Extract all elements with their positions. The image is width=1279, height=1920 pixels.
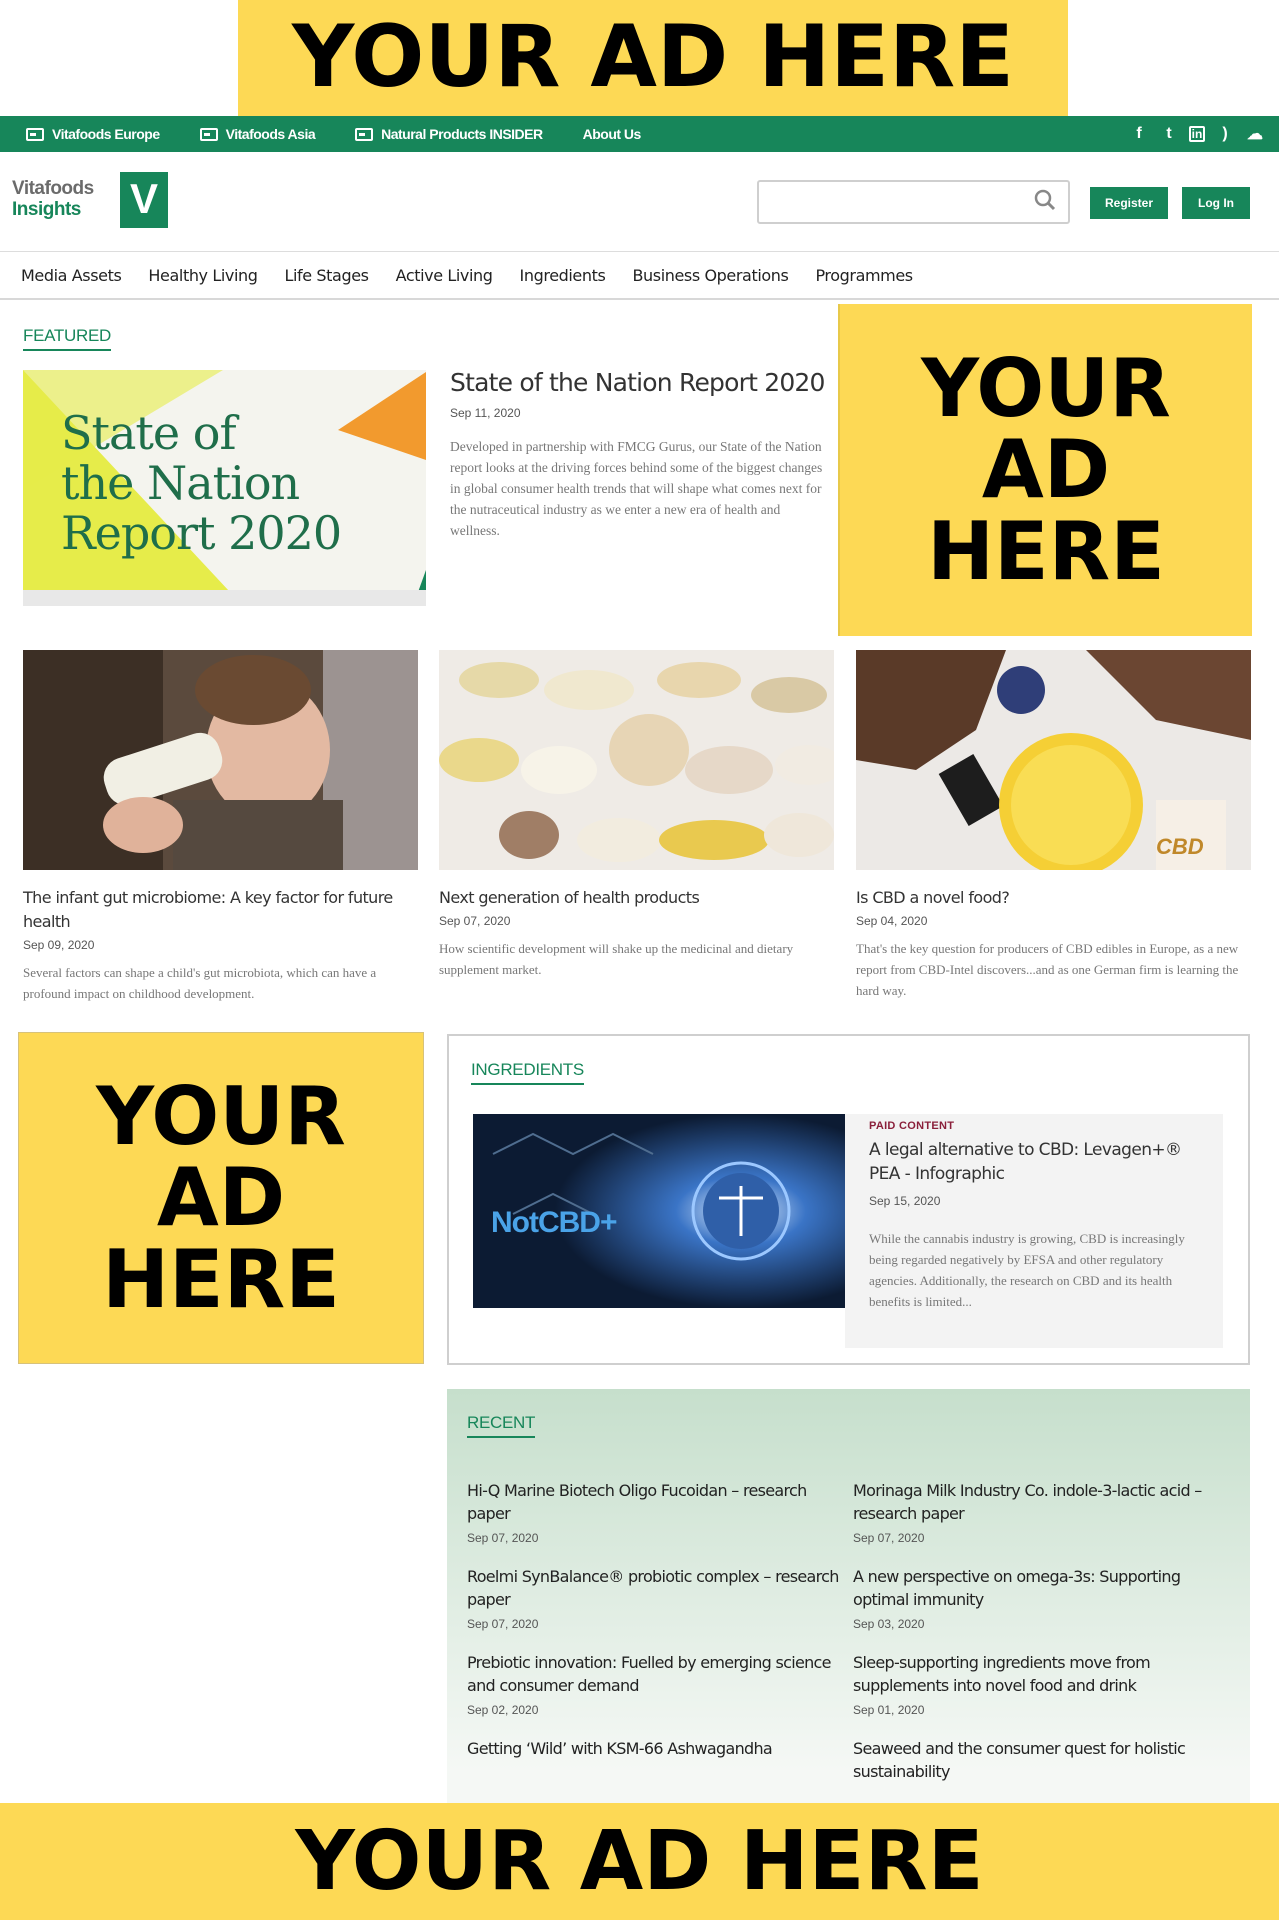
topbar-link-label: Natural Products INSIDER (381, 126, 543, 142)
recent-section-label: RECENT (467, 1413, 535, 1438)
main-nav (0, 252, 1279, 300)
recent-item-title[interactable]: Hi-Q Marine Biotech Oligo Fucoidan – research paper (467, 1481, 807, 1523)
featured-description: Developed in partnership with FMCG Gurus, our State of the Nation report looks at the driving forces behind some of the biggest changes in global consumer health trends that will shape what comes next for the nutraceutical industry as we enter a new era of health and wellness. (450, 439, 823, 538)
ad-text: YOUR AD HERE (292, 7, 1014, 108)
nav-item-active-living[interactable]: Active Living (395, 265, 493, 285)
recent-item-title[interactable]: Sleep-supporting ingredients move from supplements into novel food and drink (853, 1653, 1150, 1695)
nav-item-ingredients[interactable]: Ingredients (519, 265, 606, 285)
recent-item-date: Sep 07, 2020 (467, 1531, 539, 1545)
topbar-link-label: About Us (582, 126, 641, 142)
article-card[interactable] (439, 650, 834, 980)
article-description: How scientific development will shake up the medicinal and dietary supplement market. (439, 941, 794, 977)
nav-item-healthy-living[interactable]: Healthy Living (148, 265, 258, 285)
top-bar (0, 116, 1279, 152)
recent-item-title[interactable]: Seaweed and the consumer quest for holistic sustainability (853, 1739, 1186, 1781)
search-box (757, 180, 1070, 224)
nav-item-life-stages[interactable]: Life Stages (284, 265, 369, 285)
recent-item[interactable] (467, 1651, 847, 1717)
notcbd-logo-text: NotCBD+ (491, 1206, 617, 1239)
cbd-product-label: CBD (1156, 834, 1204, 859)
register-button[interactable]: Register (1090, 187, 1168, 219)
rss-icon[interactable]: ) (1222, 125, 1228, 142)
article-date: Sep 04, 2020 (856, 914, 928, 928)
article-description: Several factors can shape a child's gut microbiota, which can have a profound impact on childhood development. (23, 965, 377, 1001)
recent-item-date: Sep 02, 2020 (467, 1703, 539, 1717)
bottom-ad-banner[interactable] (0, 1803, 1279, 1920)
featured-title[interactable]: State of the Nation Report 2020 (450, 368, 825, 397)
recent-item[interactable] (853, 1737, 1233, 1789)
facebook-icon[interactable]: f (1136, 125, 1142, 142)
article-card[interactable] (23, 650, 418, 1004)
recent-item-date: Sep 03, 2020 (853, 1617, 925, 1631)
ingredients-section (447, 1034, 1250, 1365)
ad-text: YOUR AD HERE (921, 341, 1171, 598)
nav-item-programmes[interactable]: Programmes (815, 265, 913, 285)
nav-item-media-assets[interactable]: Media Assets (21, 265, 122, 285)
logo-wordmark: Vitafoods Insights (12, 178, 94, 220)
recent-item[interactable] (853, 1479, 1233, 1545)
recent-item[interactable] (853, 1651, 1233, 1717)
topbar-link-vitafoods-europe[interactable] (26, 126, 160, 142)
featured-image-text: State of the Nation Report 2020 (61, 406, 342, 560)
nav-item-business-operations[interactable]: Business Operations (632, 265, 789, 285)
recent-item-title[interactable]: Getting ‘Wild’ with KSM-66 Ashwagandha (467, 1739, 773, 1758)
left-ad-banner[interactable] (18, 1032, 424, 1364)
login-button[interactable]: Log In (1182, 187, 1250, 219)
recent-item[interactable] (853, 1565, 1233, 1631)
ad-text: YOUR AD HERE (96, 1069, 346, 1326)
ingredients-article-image[interactable] (473, 1114, 845, 1308)
featured-date: Sep 11, 2020 (450, 406, 521, 420)
article-title[interactable]: The infant gut microbiome: A key factor for future health (23, 888, 393, 931)
topbar-link-about-us[interactable] (583, 126, 641, 142)
logo-mark: V (120, 172, 168, 228)
ingredients-article-date: Sep 15, 2020 (869, 1194, 941, 1208)
topbar-link-vitafoods-asia[interactable] (200, 126, 315, 142)
recent-section (447, 1389, 1250, 1803)
recent-item[interactable] (467, 1565, 847, 1631)
site-icon (200, 128, 218, 141)
top-ad-banner[interactable] (238, 0, 1068, 116)
article-date: Sep 07, 2020 (439, 914, 511, 928)
recent-item-title[interactable]: Morinaga Milk Industry Co. indole-3-lactic acid – research paper (853, 1481, 1202, 1523)
recent-item[interactable] (467, 1737, 847, 1789)
recent-item-title[interactable]: Prebiotic innovation: Fuelled by emerging science and consumer demand (467, 1653, 831, 1695)
topbar-link-label: Vitafoods Asia (225, 126, 316, 142)
ingredients-article-body (845, 1114, 1223, 1348)
featured-section-label: FEATURED (23, 326, 111, 351)
linkedin-icon[interactable]: in (1189, 126, 1205, 142)
ingredients-article-title[interactable]: A legal alternative to CBD: Levagen+® PEA - Infographic (869, 1140, 1182, 1184)
topbar-link-label: Vitafoods Europe (52, 126, 160, 142)
site-icon (355, 128, 373, 141)
article-date: Sep 09, 2020 (23, 938, 95, 952)
site-icon (26, 128, 44, 141)
cloud-icon[interactable]: ☁ (1247, 126, 1263, 143)
recent-item[interactable] (467, 1479, 847, 1545)
featured-image[interactable] (23, 370, 426, 606)
recent-item-title[interactable]: Roelmi SynBalance® probiotic complex – research paper (467, 1567, 839, 1609)
twitter-icon[interactable]: t (1166, 125, 1172, 142)
site-logo[interactable] (12, 172, 172, 232)
recent-item-date: Sep 07, 2020 (853, 1531, 925, 1545)
article-card[interactable] (856, 650, 1251, 1001)
paid-content-badge: PAID CONTENT (869, 1120, 955, 1132)
search-icon[interactable] (1034, 189, 1056, 211)
search-input[interactable] (767, 182, 1027, 220)
social-links (1129, 116, 1265, 152)
right-ad-banner[interactable] (838, 304, 1252, 636)
ingredients-section-label: INGREDIENTS (471, 1060, 584, 1085)
site-header (0, 152, 1279, 252)
ingredients-article-description: While the cannabis industry is growing, CBD is increasingly being regarded negatively by EFSA and other regulatory agencies. Additionally, the research on CBD and its health benefits is limited... (869, 1231, 1185, 1309)
recent-item-title[interactable]: A new perspective on omega-3s: Supporting optimal immunity (853, 1567, 1181, 1609)
article-title[interactable]: Is CBD a novel food? (856, 888, 1010, 907)
article-image[interactable] (23, 650, 418, 870)
topbar-link-natural-products-insider[interactable] (355, 126, 542, 142)
recent-list (467, 1479, 1237, 1789)
article-image[interactable] (439, 650, 834, 870)
recent-item-date: Sep 01, 2020 (853, 1703, 925, 1717)
ad-text: YOUR AD HERE (295, 1813, 984, 1909)
recent-item-date: Sep 07, 2020 (467, 1617, 539, 1631)
article-description: That's the key question for producers of CBD edibles in Europe, as a new report from CBD-Intel discovers...and as one German firm is learning the hard way. (856, 941, 1239, 998)
article-image[interactable] (856, 650, 1251, 870)
article-title[interactable]: Next generation of health products (439, 888, 700, 907)
